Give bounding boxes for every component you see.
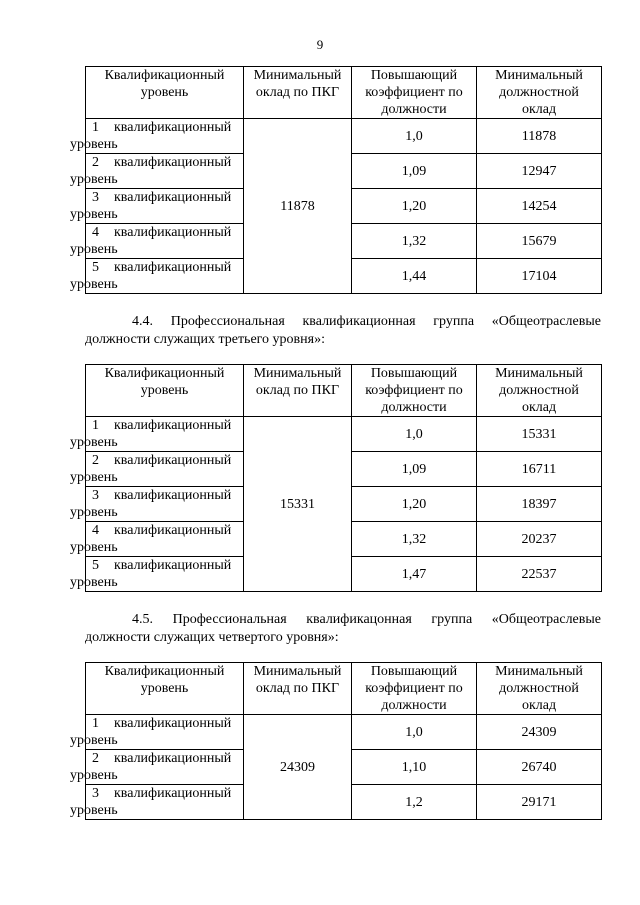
level-number: 5 bbox=[92, 260, 99, 275]
level-cell: 1 квалификационный уровень bbox=[86, 119, 244, 154]
coefficient-cell: 1,0 bbox=[352, 715, 477, 750]
level-cell: 3 квалификационный уровень bbox=[86, 189, 244, 224]
level-cell: 4 квалификационный уровень bbox=[86, 522, 244, 557]
salary-table-4-3 bbox=[70, 66, 602, 294]
coefficient-cell: 1,0 bbox=[352, 417, 477, 452]
level-number: 2 bbox=[92, 155, 99, 170]
header-min-salary: Минимальный оклад по ПКГ bbox=[244, 365, 352, 417]
salary-table-4-5 bbox=[70, 662, 602, 820]
position-salary-cell: 26740 bbox=[477, 750, 602, 785]
position-salary-cell: 15331 bbox=[477, 417, 602, 452]
position-salary-cell: 29171 bbox=[477, 785, 602, 820]
level-cell: 4 квалификационный уровень bbox=[86, 224, 244, 259]
level-label: квалификационный bbox=[114, 225, 232, 240]
min-salary-cell: 24309 bbox=[244, 715, 352, 820]
table-row bbox=[86, 417, 602, 452]
coefficient-cell: 1,44 bbox=[352, 259, 477, 294]
level-cell: 5 квалификационный уровень bbox=[86, 557, 244, 592]
section-heading-4-4: 4.4. Профессиональная квалификационная группа «Общеотраслевые должности служащих третьего уровня»: bbox=[85, 314, 601, 347]
header-min-salary: Минимальный оклад по ПКГ bbox=[244, 663, 352, 715]
header-min-salary: Минимальный оклад по ПКГ bbox=[244, 67, 352, 119]
level-cell: 1 квалификационный уровень bbox=[86, 715, 244, 750]
level-label: квалификационный bbox=[114, 418, 232, 433]
coefficient-cell: 1,20 bbox=[352, 189, 477, 224]
table-header-row bbox=[86, 663, 602, 715]
header-level: Квалификационный уровень bbox=[86, 365, 244, 417]
level-label: квалификационный bbox=[114, 786, 232, 801]
coefficient-cell: 1,20 bbox=[352, 487, 477, 522]
level-number: 4 bbox=[92, 225, 99, 240]
coefficient-cell: 1,32 bbox=[352, 522, 477, 557]
level-label: квалификационный bbox=[114, 488, 232, 503]
table-header-row bbox=[86, 67, 602, 119]
header-level: Квалификационный уровень bbox=[86, 67, 244, 119]
position-salary-cell: 18397 bbox=[477, 487, 602, 522]
level-label: квалификационный bbox=[114, 751, 232, 766]
level-label: квалификационный bbox=[114, 523, 232, 538]
section-heading-4-5: 4.5. Профессиональная квалификацонная группа «Общеотраслевые должности служащих четвертого уровня»: bbox=[85, 612, 601, 645]
header-coefficient: Повышающий коэффициент по должности bbox=[352, 663, 477, 715]
level-number: 4 bbox=[92, 523, 99, 538]
position-salary-cell: 20237 bbox=[477, 522, 602, 557]
coefficient-cell: 1,10 bbox=[352, 750, 477, 785]
level-cell: 3 квалификационный уровень bbox=[86, 487, 244, 522]
level-number: 2 bbox=[92, 751, 99, 766]
header-coefficient: Повышающий коэффициент по должности bbox=[352, 365, 477, 417]
level-cell: 2 квалификационный уровень bbox=[86, 750, 244, 785]
table-header-row bbox=[86, 365, 602, 417]
position-salary-cell: 12947 bbox=[477, 154, 602, 189]
level-label: квалификационный bbox=[114, 558, 232, 573]
header-coefficient: Повышающий коэффициент по должности bbox=[352, 67, 477, 119]
header-position-salary: Минимальный должностной оклад bbox=[477, 67, 602, 119]
position-salary-cell: 22537 bbox=[477, 557, 602, 592]
level-number: 1 bbox=[92, 716, 99, 731]
level-label: квалификационный bbox=[114, 453, 232, 468]
page-number: 9 bbox=[316, 37, 324, 52]
level-number: 5 bbox=[92, 558, 99, 573]
level-number: 3 bbox=[92, 190, 99, 205]
level-label: квалификационный bbox=[114, 716, 232, 731]
table-row bbox=[86, 119, 602, 154]
salary-table-4-4 bbox=[70, 364, 602, 592]
level-number: 3 bbox=[92, 786, 99, 801]
position-salary-cell: 15679 bbox=[477, 224, 602, 259]
table-row bbox=[86, 715, 602, 750]
level-number: 1 bbox=[92, 120, 99, 135]
level-cell: 2 квалификационный уровень bbox=[86, 452, 244, 487]
coefficient-cell: 1,47 bbox=[352, 557, 477, 592]
coefficient-cell: 1,09 bbox=[352, 154, 477, 189]
level-cell: 1 квалификационный уровень bbox=[86, 417, 244, 452]
level-cell: 2 квалификационный уровень bbox=[86, 154, 244, 189]
level-label: квалификационный bbox=[114, 120, 232, 135]
header-position-salary: Минимальный должностной оклад bbox=[477, 663, 602, 715]
level-label: квалификационный bbox=[114, 190, 232, 205]
level-number: 2 bbox=[92, 453, 99, 468]
level-number: 1 bbox=[92, 418, 99, 433]
min-salary-cell: 11878 bbox=[244, 119, 352, 294]
position-salary-cell: 14254 bbox=[477, 189, 602, 224]
coefficient-cell: 1,32 bbox=[352, 224, 477, 259]
coefficient-cell: 1,0 bbox=[352, 119, 477, 154]
level-cell: 5 квалификационный уровень bbox=[86, 259, 244, 294]
level-label: квалификационный bbox=[114, 155, 232, 170]
header-level: Квалификационный уровень bbox=[86, 663, 244, 715]
coefficient-cell: 1,2 bbox=[352, 785, 477, 820]
level-label: квалификационный bbox=[114, 260, 232, 275]
coefficient-cell: 1,09 bbox=[352, 452, 477, 487]
header-position-salary: Минимальный должностной оклад bbox=[477, 365, 602, 417]
min-salary-cell: 15331 bbox=[244, 417, 352, 592]
position-salary-cell: 17104 bbox=[477, 259, 602, 294]
position-salary-cell: 11878 bbox=[477, 119, 602, 154]
position-salary-cell: 16711 bbox=[477, 452, 602, 487]
position-salary-cell: 24309 bbox=[477, 715, 602, 750]
level-number: 3 bbox=[92, 488, 99, 503]
level-cell: 3 квалификационный уровень bbox=[86, 785, 244, 820]
